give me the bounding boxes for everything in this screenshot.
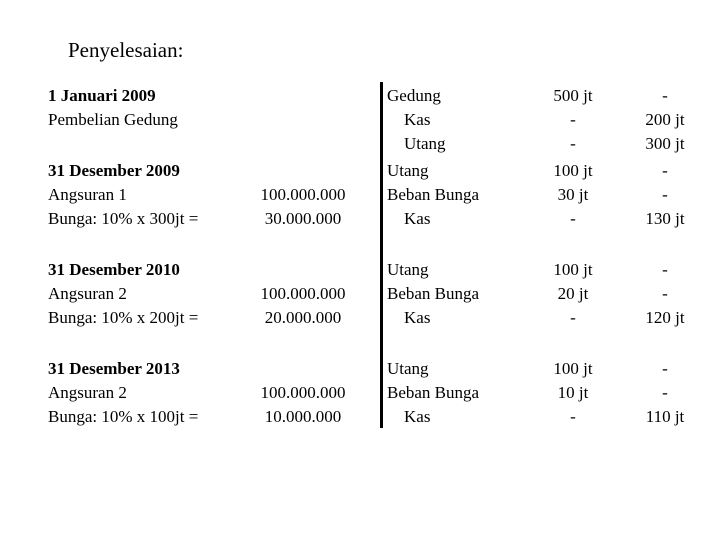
credit-value: - — [662, 383, 668, 402]
debit-value: 100 jt — [553, 260, 593, 279]
entry-description: Angsuran 2 — [48, 284, 127, 303]
entry-interest-formula: Bunga: 10% x 200jt = — [48, 308, 199, 327]
journal-divider — [380, 82, 383, 428]
credit-account-name: Utang — [404, 134, 446, 153]
debit-value: 20 jt — [557, 284, 589, 303]
debit-value: 30 jt — [557, 185, 589, 204]
interest-amount: 10.000.000 — [264, 407, 342, 426]
debit-value: - — [570, 134, 576, 153]
installment-amount: 100.000.000 — [260, 284, 346, 303]
installment-amount: 100.000.000 — [260, 383, 346, 402]
entry-interest-formula: Bunga: 10% x 100jt = — [48, 407, 199, 426]
debit-account-name: Beban Bunga — [387, 383, 480, 402]
installment-amount: 100.000.000 — [260, 185, 346, 204]
credit-value: 130 jt — [645, 209, 685, 228]
page-title: Penyelesaian: — [68, 38, 184, 62]
credit-value: - — [662, 359, 668, 378]
credit-account-name: Kas — [404, 209, 431, 228]
debit-account-name: Gedung — [387, 86, 441, 105]
interest-amount: 20.000.000 — [264, 308, 342, 327]
debit-account-name: Beban Bunga — [387, 284, 480, 303]
debit-value: - — [570, 110, 576, 129]
credit-value: - — [662, 185, 668, 204]
entry-description: Pembelian Gedung — [48, 110, 178, 129]
credit-value: 120 jt — [645, 308, 685, 327]
entry-description: Angsuran 2 — [48, 383, 127, 402]
entry-date: 31 Desember 2010 — [48, 260, 180, 279]
debit-account-name: Utang — [387, 260, 429, 279]
entry-description: Angsuran 1 — [48, 185, 127, 204]
interest-amount: 30.000.000 — [264, 209, 342, 228]
debit-value: 500 jt — [553, 86, 593, 105]
credit-value: - — [662, 86, 668, 105]
credit-value: - — [662, 260, 668, 279]
debit-value: - — [570, 209, 576, 228]
credit-value: 110 jt — [645, 407, 685, 426]
entry-date: 31 Desember 2009 — [48, 161, 180, 180]
debit-value: 100 jt — [553, 161, 593, 180]
credit-account-name: Kas — [404, 407, 431, 426]
debit-account-name: Utang — [387, 161, 429, 180]
credit-value: - — [662, 161, 668, 180]
debit-account-name: Beban Bunga — [387, 185, 480, 204]
credit-account-name: Kas — [404, 110, 431, 129]
credit-value: 300 jt — [645, 134, 685, 153]
credit-value: - — [662, 284, 668, 303]
debit-value: 100 jt — [553, 359, 593, 378]
credit-value: 200 jt — [645, 110, 685, 129]
entry-date: 31 Desember 2013 — [48, 359, 180, 378]
entry-date: 1 Januari 2009 — [48, 86, 156, 105]
debit-value: - — [570, 407, 576, 426]
credit-account-name: Kas — [404, 308, 431, 327]
entry-interest-formula: Bunga: 10% x 300jt = — [48, 209, 199, 228]
debit-value: - — [570, 308, 576, 327]
debit-account-name: Utang — [387, 359, 429, 378]
debit-value: 10 jt — [557, 383, 589, 402]
